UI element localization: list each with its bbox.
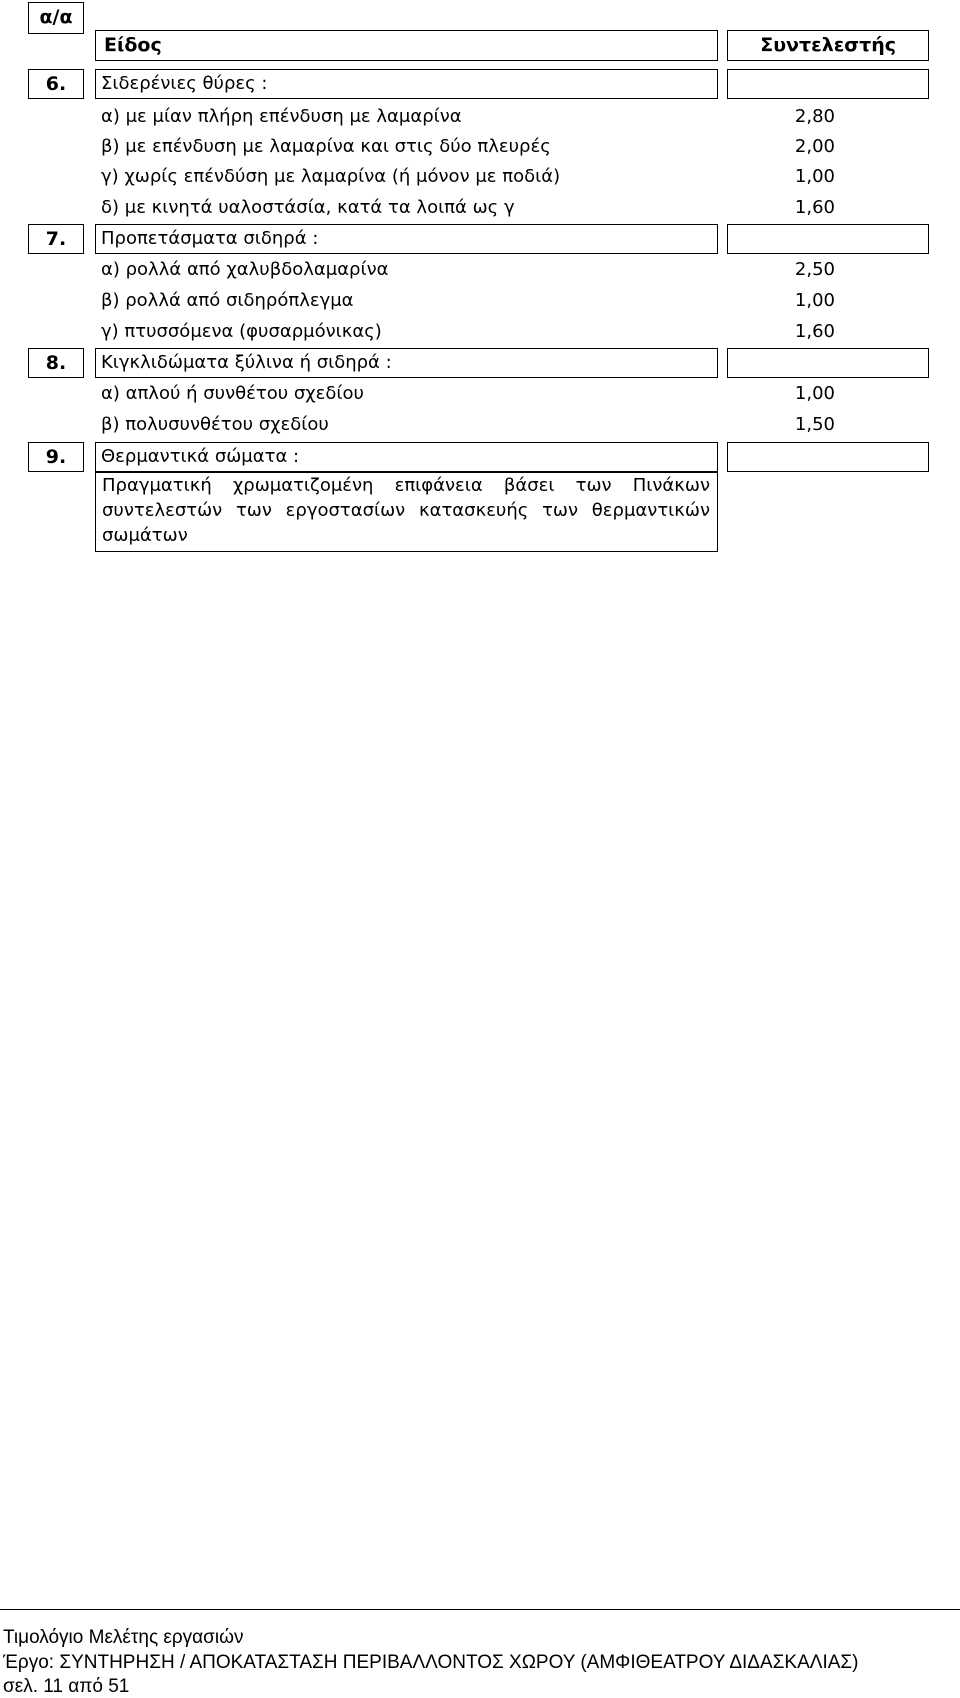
section-value-cell: [727, 348, 929, 378]
section-value-cell: [727, 224, 929, 254]
eidos-header-cell: [95, 30, 718, 61]
item-label: γ) πτυσσόμενα (φυσαρμόνικας): [101, 321, 382, 342]
section-title: Κιγκλιδώματα ξύλινα ή σιδηρά :: [101, 352, 392, 373]
section-value-cell: [727, 69, 929, 99]
section-number: 6.: [45, 73, 67, 95]
item-label: α) ρολλά από χαλυβδολαμαρίνα: [101, 259, 389, 280]
item-label: δ) με κινητά υαλοστάσία, κατά τα λοιπά ως γ: [101, 197, 515, 218]
section-number: 9.: [45, 446, 67, 468]
heating-note-line: Πραγματική χρωματιζομένη επιφάνεια βάσει των Πινάκων: [102, 475, 710, 496]
heating-note-line: σωμάτων: [102, 525, 188, 546]
footer-divider: [0, 1609, 960, 1610]
section-number-box: [28, 69, 84, 99]
item-value: 1,60: [794, 321, 835, 342]
heating-note-line: συντελεστών των εργοστασίων κατασκευής των θερμαντικών: [102, 500, 710, 521]
section-number-box: [28, 224, 84, 254]
item-label: α) με μίαν πλήρη επένδυση με λαμαρίνα: [101, 106, 462, 127]
item-label: β) ρολλά από σιδηρόπλεγμα: [101, 290, 354, 311]
item-value: 1,60: [794, 197, 835, 218]
footer-project: Έργο: ΣΥΝΤΗΡΗΣΗ / ΑΠΟΚΑΤΑΣΤΑΣΗ ΠΕΡΙΒΑΛΛΟΝΤΟΣ ΧΩΡΟΥ (ΑΜΦΙΘΕΑΤΡΟΥ ΔΙΔΑΣΚΑΛΙΑΣ): [3, 1652, 859, 1673]
section-title: Θερμαντικά σώματα :: [101, 446, 300, 467]
item-label: β) με επένδυση με λαμαρίνα και στις δύο πλευρές: [101, 136, 551, 157]
footer-doc-title: Τιμολόγιο Μελέτης εργασιών: [3, 1627, 244, 1648]
syntelestis-header-label: Συντελεστής: [760, 34, 896, 56]
section-value-cell: [727, 442, 929, 472]
aa-header-label: α/α: [39, 6, 73, 28]
item-value: 1,50: [794, 414, 835, 435]
section-number: 8.: [45, 352, 67, 374]
item-label: α) απλού ή συνθέτου σχεδίου: [101, 383, 364, 404]
item-value: 2,80: [794, 106, 835, 127]
heating-note-box: [95, 472, 718, 552]
item-value: 1,00: [794, 290, 835, 311]
section-title: Σιδερένιες θύρες :: [101, 73, 268, 94]
section-number-box: [28, 348, 84, 378]
section-title-cell: [95, 224, 718, 254]
item-value: 2,00: [794, 136, 835, 157]
section-title-cell: [95, 69, 718, 99]
item-label: γ) χωρίς επένδύση με λαμαρίνα (ή μόνον με ποδιά): [101, 166, 561, 187]
item-value: 1,00: [794, 383, 835, 404]
item-value: 2,50: [794, 259, 835, 280]
aa-header-cell: [28, 2, 84, 34]
item-label: β) πολυσυνθέτου σχεδίου: [101, 414, 329, 435]
section-title-cell: [95, 442, 718, 472]
footer-page-number: σελ. 11 από 51: [3, 1676, 130, 1697]
syntelestis-header-cell: [727, 30, 929, 61]
item-value: 1,00: [794, 166, 835, 187]
section-number: 7.: [45, 228, 67, 250]
eidos-header-label: Είδος: [104, 34, 162, 56]
section-title-cell: [95, 348, 718, 378]
section-number-box: [28, 442, 84, 472]
section-title: Προπετάσματα σιδηρά :: [101, 228, 319, 249]
